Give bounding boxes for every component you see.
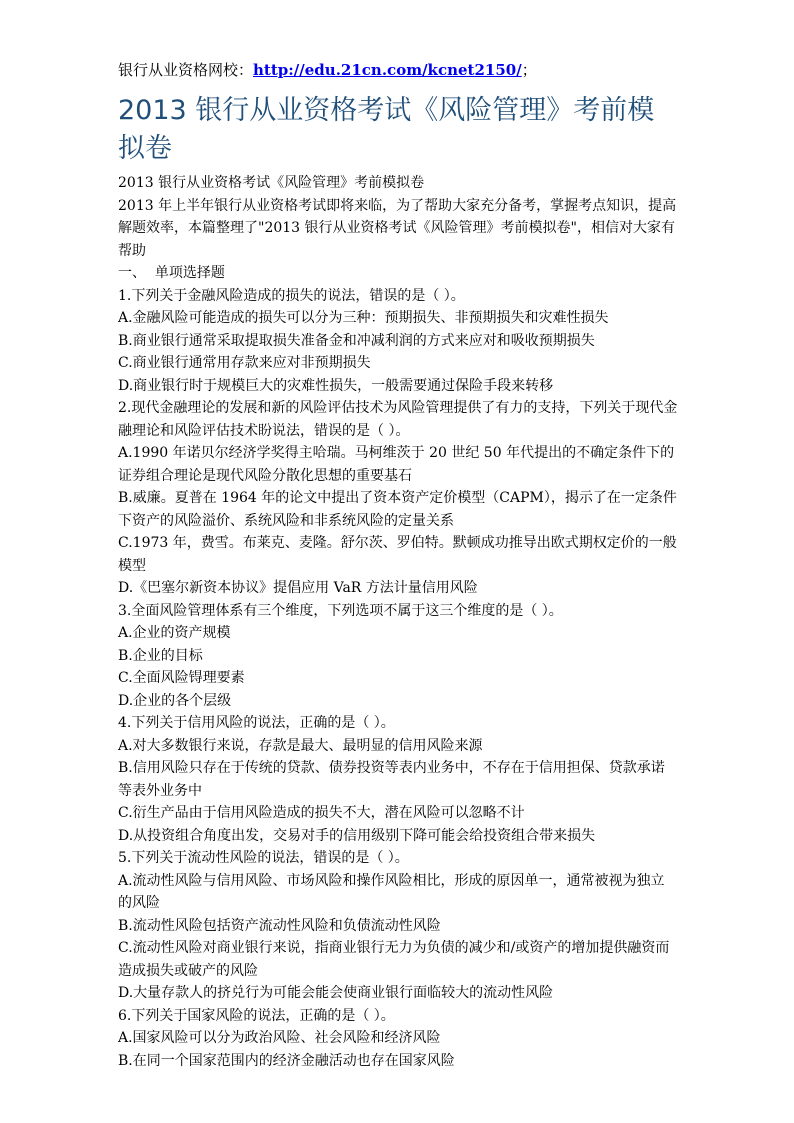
header-prefix: 银行从业资格网校： [118, 61, 254, 79]
option: A.1990 年诺贝尔经济学奖得主哈瑞。马柯维茨于 20 世纪 50 年代提出的不确定条件下的证券组合理论是现代风险分散化思想的重要基石 [118, 445, 675, 484]
document-title: 2013 银行从业资格考试《风险管理》考前模拟卷 [118, 95, 655, 164]
question: 3.全面风险管理体系有三个维度，下列选项不属于这三个维度的是（ ）。 [118, 602, 563, 619]
option: A.金融风险可能造成的损失可以分为三种：预期损失、非预期损失和灾难性损失 [118, 310, 609, 326]
option: D.大量存款人的挤兑行为可能会能会使商业银行面临较大的流动性风险 [118, 985, 554, 1001]
document-body [118, 172, 678, 1072]
paragraph: 2013 年上半年银行从业资格考试即将来临，为了帮助大家充分备考，掌握考点知识，提高解题效率，本篇整理了"2013 银行从业资格考试《风险管理》考前模拟卷"，相信对大家有帮助 [118, 197, 677, 259]
option: D.《巴塞尔新资本协议》提倡应用 VaR 方法计量信用风险 [118, 580, 478, 596]
question: 4.下列关于信用风险的说法，正确的是（ ）。 [118, 715, 395, 731]
option: B.流动性风险包括资产流动性风险和负债流动性风险 [118, 917, 441, 934]
option: A.国家风险可以分为政治风险、社会风险和经济风险 [118, 1030, 441, 1046]
question: 6.下列关于国家风险的说法，正确的是（ ）。 [118, 1007, 395, 1024]
option: B.在同一个国家范围内的经济金融活动也存在国家风险 [118, 1052, 455, 1069]
option: C.衍生产品由于信用风险造成的损失不大，潜在风险可以忽略不计 [118, 805, 525, 821]
section-heading: 一、 单项选择题 [118, 265, 225, 281]
option: C.商业银行通常用存款来应对非预期损失 [118, 355, 371, 371]
page-header [118, 54, 678, 86]
option: C.全面风险锝理要素 [118, 670, 245, 686]
paragraph: 2013 银行从业资格考试《风险管理》考前模拟卷 [118, 175, 425, 191]
option: D.商业银行时于规模巨大的灾难性损失，一般需要通过保险手段来转移 [118, 377, 554, 394]
question: 1.下列关于金融风险造成的损失的说法，错误的是（ ）。 [118, 287, 465, 304]
question: 5.下列关于流动性风险的说法，错误的是（ ）。 [118, 850, 409, 866]
option: B.企业的目标 [118, 647, 203, 664]
option: A.对大多数银行来说，存款是最大、最明显的信用风险来源 [118, 737, 483, 754]
option: D.从投资组合角度出发，交易对手的信用级别下降可能会给投资组合带来损失 [118, 827, 596, 844]
header-link[interactable]: http://edu.21cn.com/kcnet2150/ [253, 61, 522, 79]
option: A.企业的资产规模 [118, 625, 231, 641]
option: B.商业银行通常采取提取损失准备金和冲减利润的方式来应对和吸收预期损失 [118, 332, 595, 349]
document-page [118, 54, 678, 1072]
option: A.流动性风险与信用风险、市场风险和操作风险相比，形成的原因单一，通常被视为独立的风险 [118, 872, 665, 911]
header-suffix: ； [521, 61, 537, 79]
option: C.流动性风险对商业银行来说，指商业银行无力为负债的减少和/或资产的增加提供融资而造成损失或破产的风险 [118, 940, 670, 979]
option: B.威廉。夏普在 1964 年的论文中提出了资本资产定价模型（CAPM），揭示了在一定条件下资产的风险溢价、系统风险和非系统风险的定量关系 [118, 490, 677, 529]
option: B.信用风险只存在于传统的贷款、债券投资等表内业务中，不存在于信用担保、贷款承诺等表外业务中 [118, 760, 665, 799]
option: C.1973 年，费雪。布莱克、麦隆。舒尔茨、罗伯特。默顿成功推导出欧式期权定价的一般模型 [118, 535, 677, 574]
question: 2.现代金融理论的发展和新的风险评估技术为风险管理提供了有力的支持，下列关于现代金融理论和风险评估技术盼说法，错误的是（ ）。 [118, 400, 678, 439]
option: D.企业的各个层级 [118, 692, 232, 709]
